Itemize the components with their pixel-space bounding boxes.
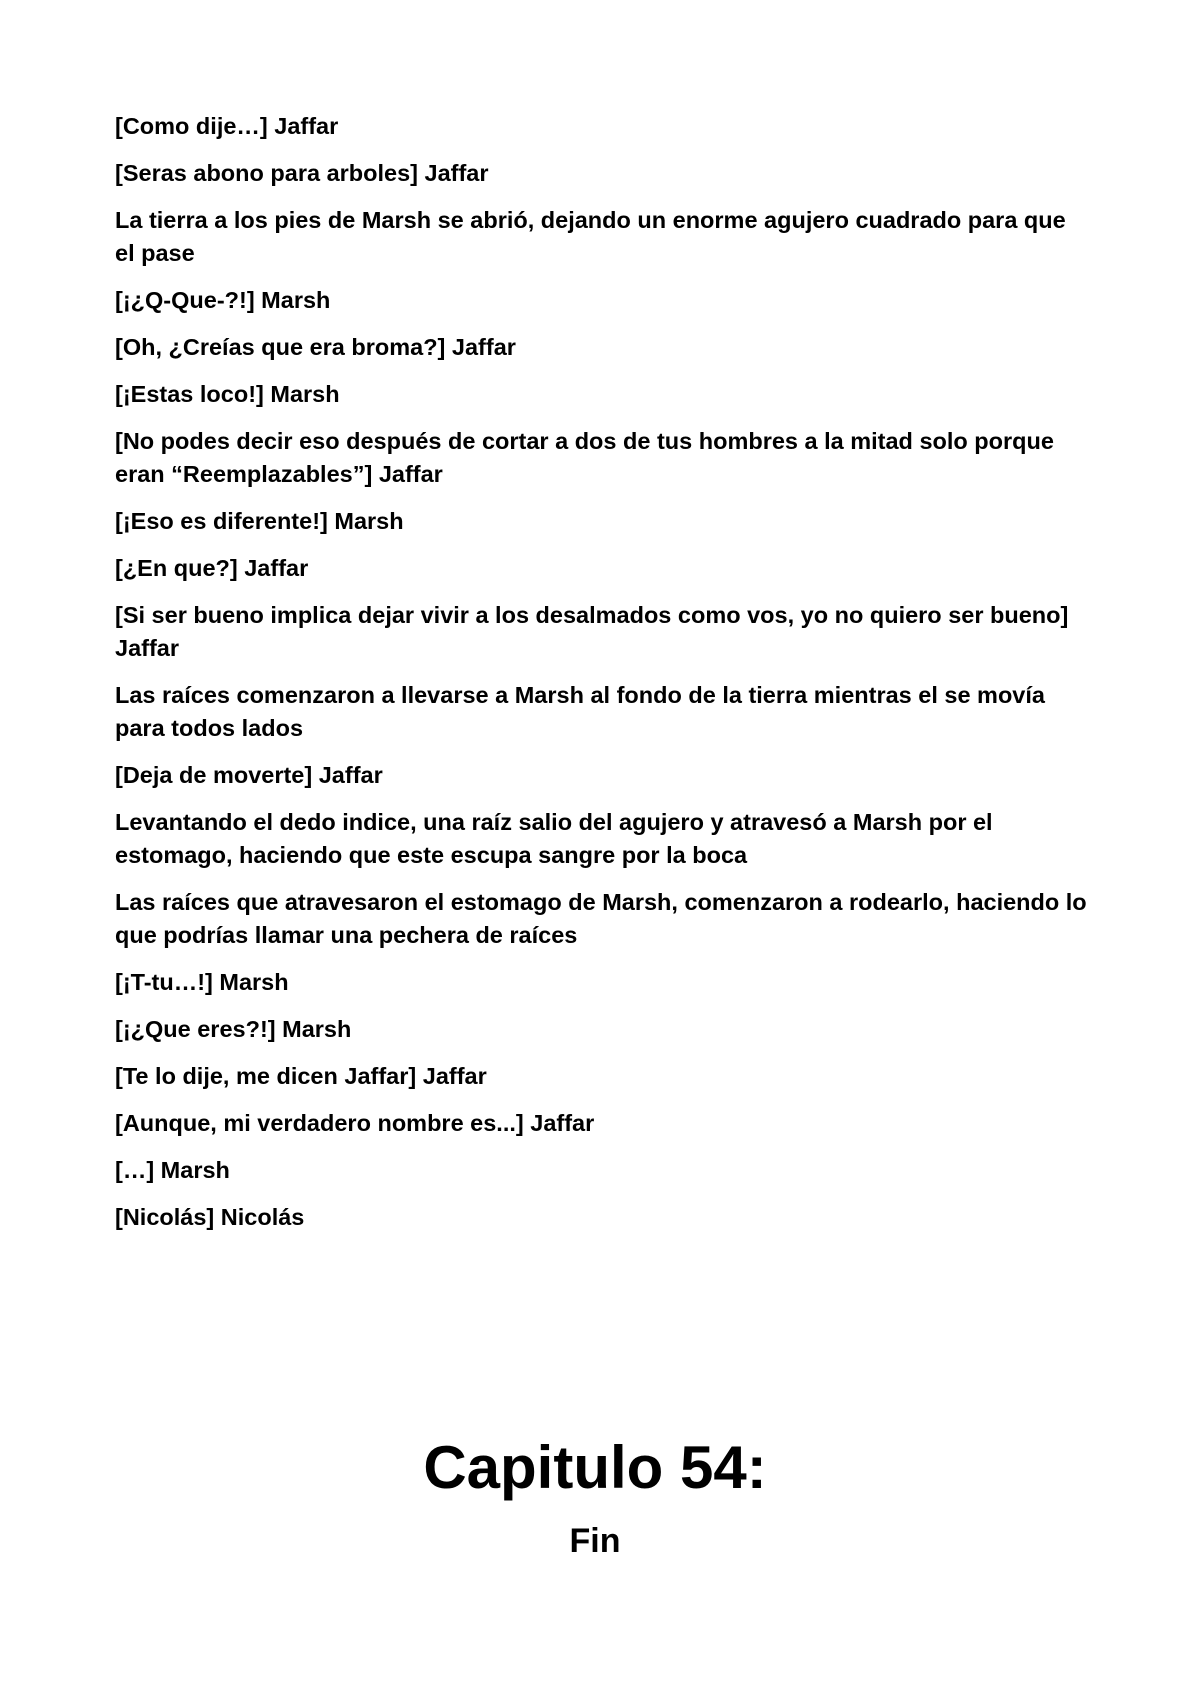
paragraph: [¡¿Que eres?!] Marsh: [115, 1016, 352, 1042]
paragraph: [Si ser bueno implica dejar vivir a los desalmados como vos, yo no quiero ser bueno] Jaffar: [115, 602, 1069, 661]
chapter-subtitle: Fin: [569, 1522, 621, 1560]
paragraph: [Oh, ¿Creías que era broma?] Jaffar: [115, 334, 516, 360]
paragraph: [¡Estas loco!] Marsh: [115, 381, 340, 407]
paragraph: Levantando el dedo indice, una raíz salio del agujero y atravesó a Marsh por el estomago, haciendo que este escupa sangre por la boca: [115, 809, 993, 868]
paragraph: [Deja de moverte] Jaffar: [115, 762, 383, 788]
paragraph: [Nicolás] Nicolás: [115, 1204, 305, 1230]
chapter-title: Capitulo 54:: [423, 1434, 767, 1501]
paragraph: […] Marsh: [115, 1157, 230, 1183]
paragraph: [Aunque, mi verdadero nombre es...] Jaffar: [115, 1110, 595, 1136]
paragraph: [No podes decir eso después de cortar a dos de tus hombres a la mitad solo porque eran “Reemplazables”] Jaffar: [115, 428, 1054, 487]
story-body: [115, 110, 1090, 1248]
paragraph: [Seras abono para arboles] Jaffar: [115, 160, 489, 186]
paragraph: [Te lo dije, me dicen Jaffar] Jaffar: [115, 1063, 487, 1089]
paragraph: Las raíces que atravesaron el estomago de Marsh, comenzaron a rodearlo, haciendo lo que podrías llamar una pechera de raíces: [115, 889, 1087, 948]
paragraph: [¿En que?] Jaffar: [115, 555, 309, 581]
paragraph: [¡¿Q-Que-?!] Marsh: [115, 287, 331, 313]
paragraph: [¡T-tu…!] Marsh: [115, 969, 289, 995]
paragraph: [Como dije…] Jaffar: [115, 113, 339, 139]
paragraph: Las raíces comenzaron a llevarse a Marsh al fondo de la tierra mientras el se movía para todos lados: [115, 682, 1045, 741]
paragraph: [¡Eso es diferente!] Marsh: [115, 508, 404, 534]
paragraph: La tierra a los pies de Marsh se abrió, dejando un enorme agujero cuadrado para que el pase: [115, 207, 1066, 266]
